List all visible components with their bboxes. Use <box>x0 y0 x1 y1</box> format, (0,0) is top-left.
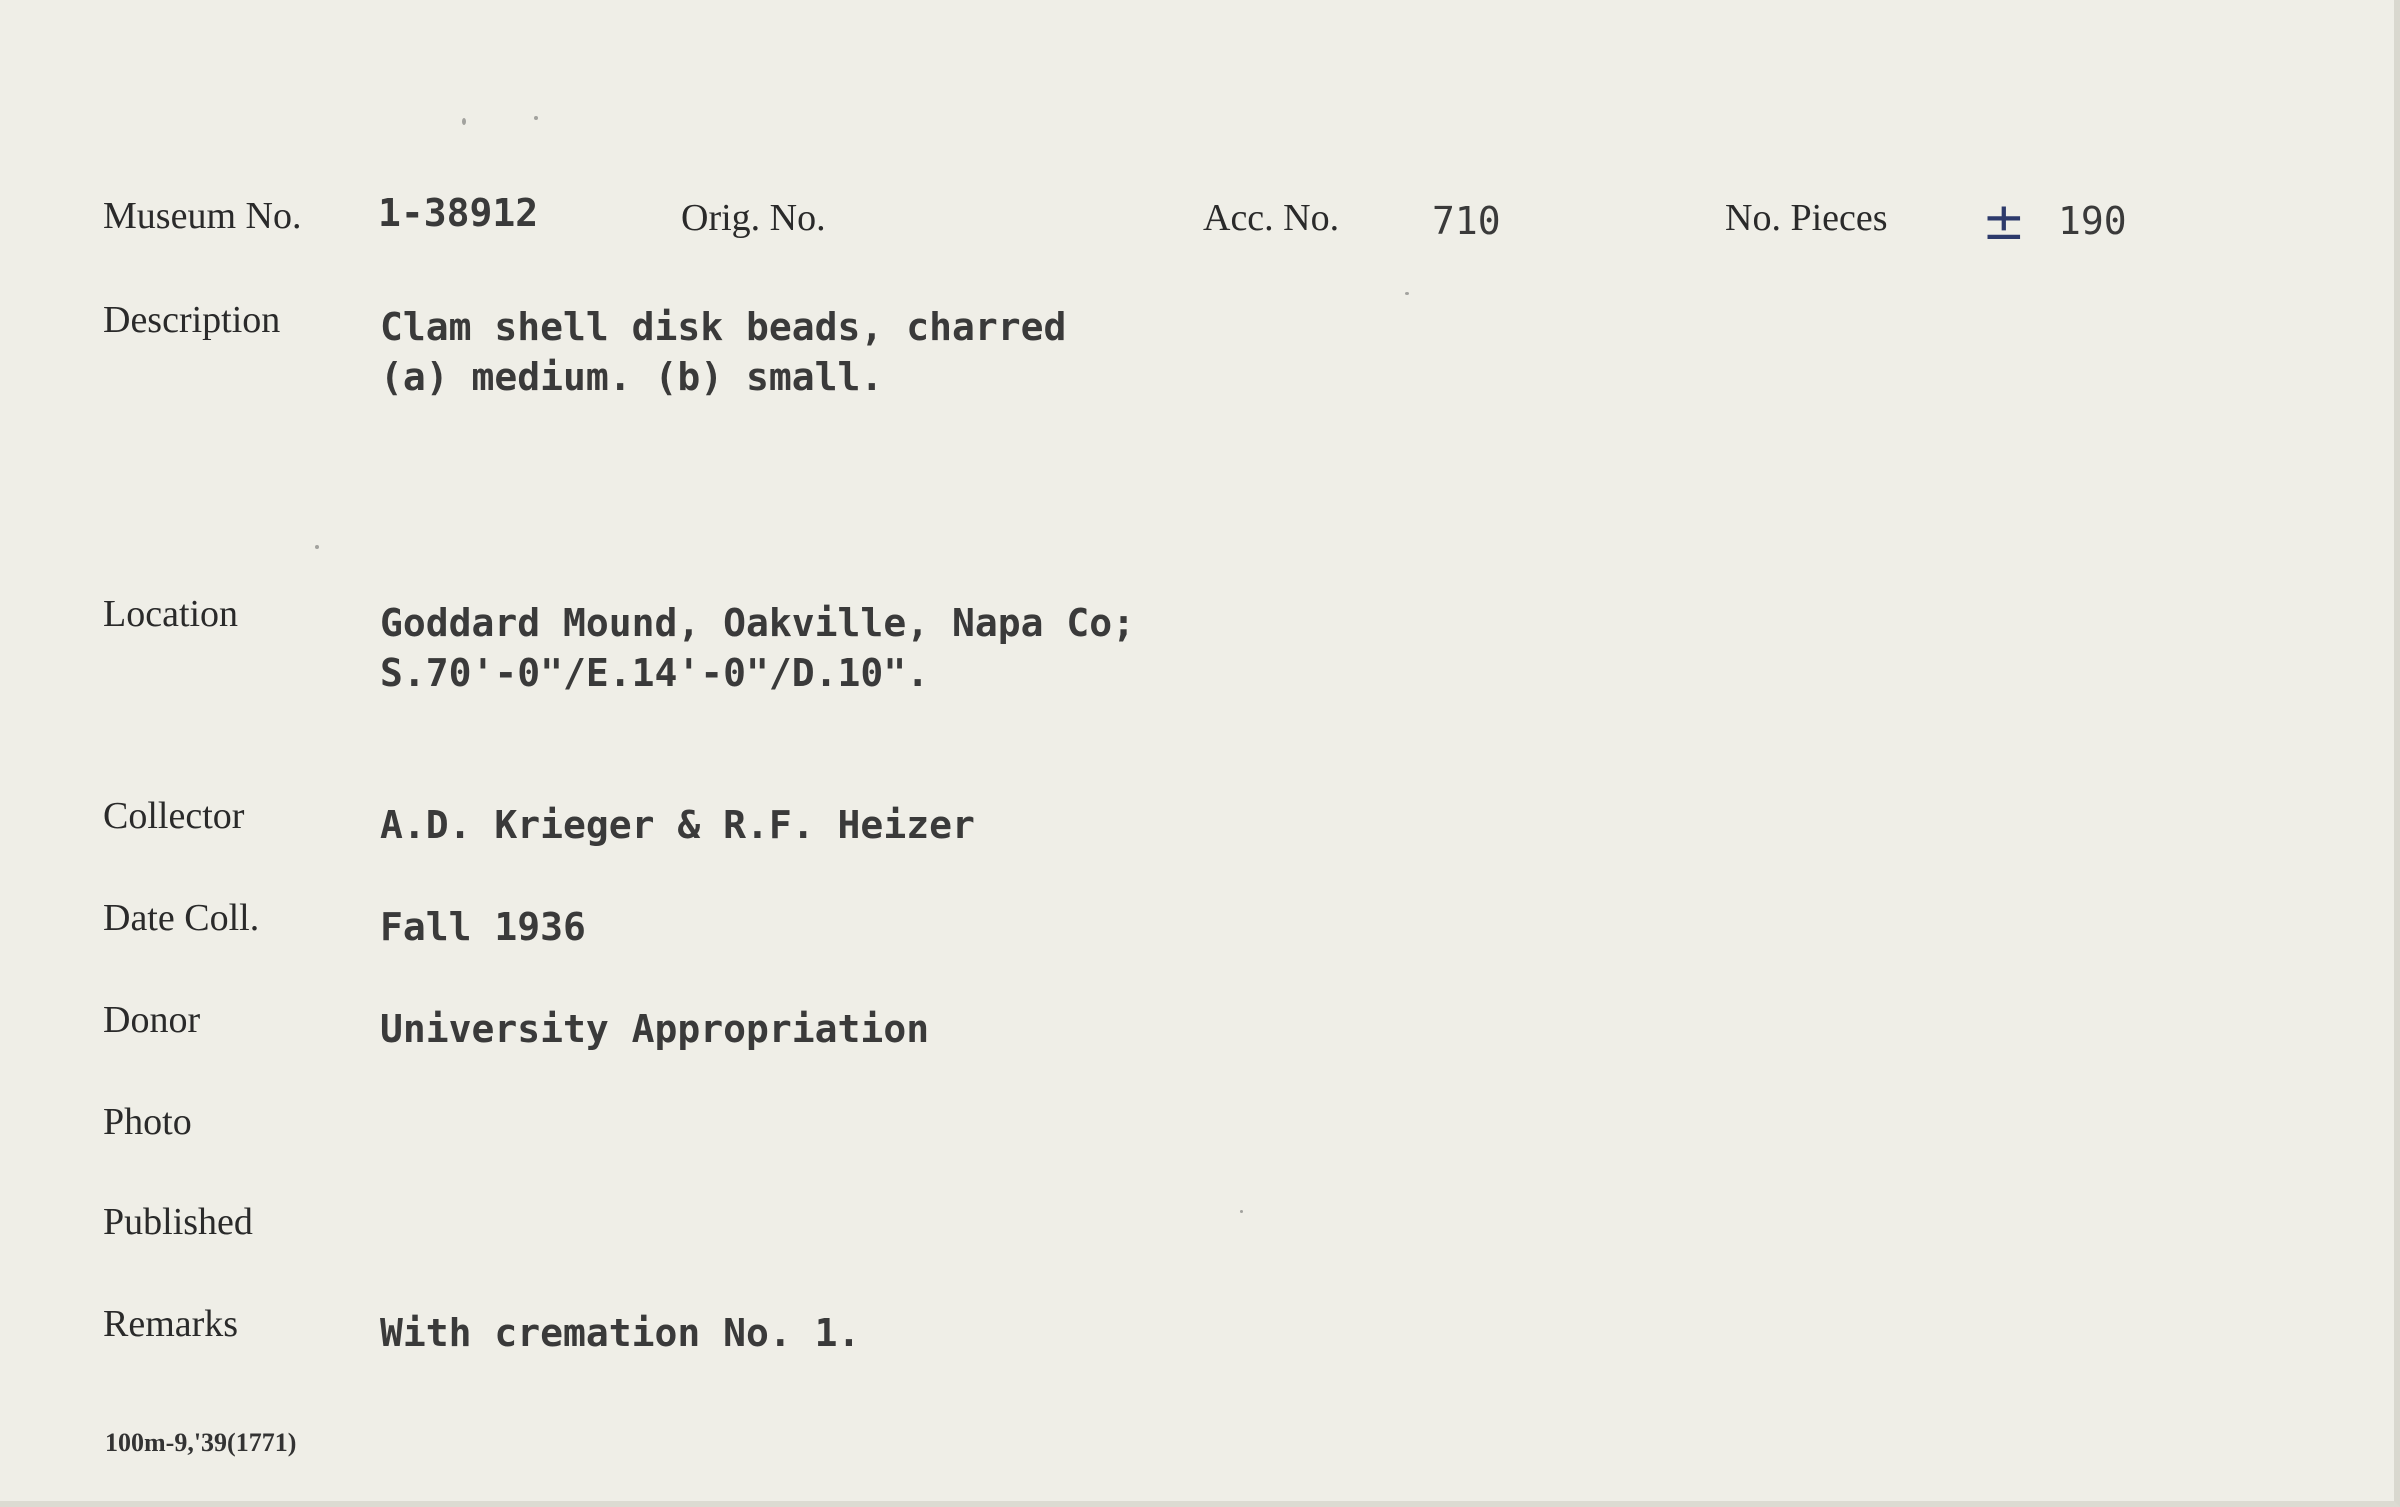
date-coll-value: Fall 1936 <box>380 905 586 949</box>
location-label: Location <box>103 593 239 635</box>
donor-label: Donor <box>103 999 201 1041</box>
orig-no-label: Orig. No. <box>681 197 826 239</box>
photo-label: Photo <box>103 1101 192 1143</box>
card-speck <box>1240 1210 1243 1213</box>
no-pieces-label: No. Pieces <box>1725 197 1888 239</box>
remarks-label: Remarks <box>103 1303 239 1345</box>
card-speck <box>534 116 538 120</box>
published-label: Published <box>103 1201 253 1243</box>
location-line-2: S.70'-0"/E.14'-0"/D.10". <box>380 651 930 695</box>
date-coll-label: Date Coll. <box>103 897 260 939</box>
no-pieces-value: 190 <box>2058 199 2127 243</box>
museum-no-label: Museum No. <box>103 195 302 237</box>
print-code: 100m-9,'39(1771) <box>105 1428 297 1457</box>
description-line-2: (a) medium. (b) small. <box>380 355 884 399</box>
card-speck <box>462 118 466 125</box>
no-pieces-plus-minus: ± <box>1982 192 2026 252</box>
collector-value: A.D. Krieger & R.F. Heizer <box>380 803 975 847</box>
acc-no-label: Acc. No. <box>1203 197 1340 239</box>
location-line-1: Goddard Mound, Oakville, Napa Co; <box>380 601 1135 645</box>
remarks-value: With cremation No. 1. <box>380 1311 861 1355</box>
donor-value: University Appropriation <box>380 1007 930 1051</box>
card-speck <box>315 545 319 549</box>
description-line-1: Clam shell disk beads, charred <box>380 305 1067 349</box>
card-speck <box>1405 292 1409 295</box>
description-label: Description <box>103 299 281 341</box>
museum-no-value: 1-38912 <box>378 191 539 235</box>
collector-label: Collector <box>103 795 245 837</box>
acc-no-value: 710 <box>1432 199 1501 243</box>
